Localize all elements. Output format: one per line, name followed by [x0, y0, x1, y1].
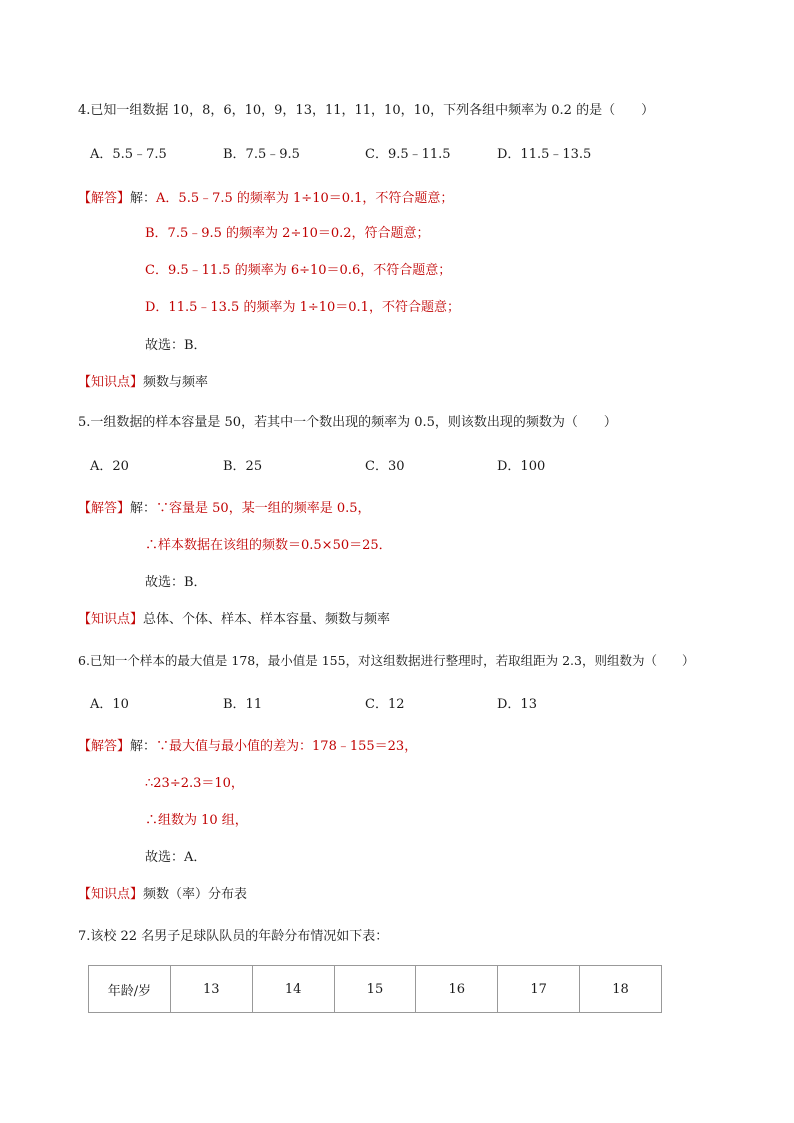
kp-text: 频数（率）分布表 — [143, 887, 248, 902]
q4-answer-first — [78, 190, 453, 208]
q4-option-a: A．5.5﹣7.5 — [90, 147, 167, 162]
table-cell: 17 — [498, 966, 580, 1013]
q5-choice: 故选：B． — [145, 575, 207, 590]
q5-question: 5.一组数据的样本容量是 50，若其中一个数出现的频率为 0.5，则该数出现的频数为（ ） — [78, 415, 617, 430]
table-header-cell: 年龄/岁 — [89, 966, 171, 1013]
q6-knowledge-point — [78, 886, 247, 904]
q4-choice: 故选：B． — [145, 338, 207, 353]
q4-answer-line-1: A．5.5﹣7.5 的频率为 1÷10＝0.1，不符合题意； — [156, 191, 454, 206]
q5-option-c: C．30 — [365, 459, 405, 474]
answer-lead: 解： — [130, 191, 157, 206]
table-row — [89, 966, 662, 1013]
q4-knowledge-point — [78, 374, 208, 392]
q6-answer-first — [78, 738, 417, 756]
kp-text: 总体、个体、样本、样本容量、频数与频率 — [143, 612, 391, 627]
answer-tag: 【解答】 — [78, 191, 131, 206]
q7-question: 7.该校 22 名男子足球队队员的年龄分布情况如下表： — [78, 929, 389, 944]
q4-option-b: B．7.5﹣9.5 — [223, 147, 300, 162]
q5-knowledge-point — [78, 611, 390, 629]
q6-answer-line-1: ∵最大值与最小值的差为：178﹣155＝23， — [156, 739, 418, 754]
table-cell: 14 — [252, 966, 334, 1013]
answer-tag: 【解答】 — [78, 739, 131, 754]
q4-answer-line-3: C．9.5﹣11.5 的频率为 6÷10＝0.6，不符合题意； — [145, 263, 452, 278]
answer-tag: 【解答】 — [78, 501, 131, 516]
q6-option-c: C．12 — [365, 697, 405, 712]
q4-question: 4.已知一组数据 10，8，6，10，9，13，11，11，10，10，下列各组中频率为 0.2 的是（ ） — [78, 103, 655, 118]
table-cell: 13 — [170, 966, 252, 1013]
q5-answer-first — [78, 500, 371, 518]
kp-tag: 【知识点】 — [78, 375, 144, 390]
q4-option-d: D．11.5﹣13.5 — [497, 147, 592, 162]
q6-choice: 故选：A． — [145, 850, 207, 865]
q6-option-d: D．13 — [497, 697, 537, 712]
table-cell: 15 — [334, 966, 416, 1013]
table-cell: 18 — [580, 966, 662, 1013]
q4-answer-line-4: D．11.5﹣13.5 的频率为 1÷10＝0.1，不符合题意； — [145, 300, 460, 315]
q6-option-b: B．11 — [223, 697, 263, 712]
q5-answer-line-2: ∴样本数据在该组的频数＝0.5×50＝25． — [145, 538, 392, 553]
kp-text: 频数与频率 — [143, 375, 209, 390]
q6-question: 6.已知一个样本的最大值是 178，最小值是 155，对这组数据进行整理时，若取组距为 2.3，则组数为（ ） — [78, 653, 695, 668]
q6-option-a: A．10 — [90, 697, 129, 712]
table-cell: 16 — [416, 966, 498, 1013]
q5-option-a: A．20 — [90, 459, 129, 474]
q6-answer-line-2: ∴23÷2.3＝10， — [145, 776, 244, 791]
answer-lead: 解： — [130, 501, 157, 516]
q4-option-c: C．9.5﹣11.5 — [365, 147, 451, 162]
q5-option-d: D．100 — [497, 459, 546, 474]
answer-lead: 解： — [130, 739, 157, 754]
kp-tag: 【知识点】 — [78, 887, 144, 902]
age-table — [88, 965, 662, 1013]
q5-option-b: B．25 — [223, 459, 263, 474]
q4-answer-line-2: B．7.5﹣9.5 的频率为 2÷10＝0.2，符合题意； — [145, 226, 430, 241]
q6-answer-line-3: ∴组数为 10 组， — [145, 813, 248, 828]
kp-tag: 【知识点】 — [78, 612, 144, 627]
q5-answer-line-1: ∵容量是 50，某一组的频率是 0.5， — [156, 501, 371, 516]
